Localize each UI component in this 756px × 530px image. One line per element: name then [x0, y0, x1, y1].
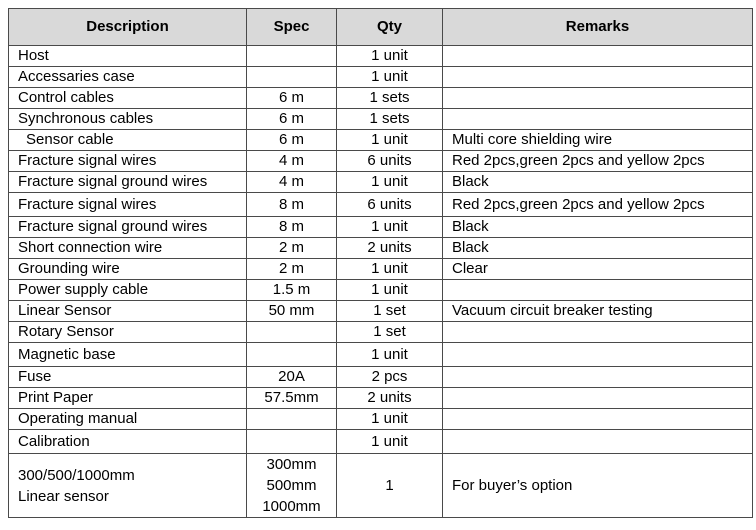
table-row	[9, 88, 753, 109]
cell-qty: 1 unit	[337, 67, 443, 88]
cell-spec	[247, 343, 337, 367]
table-row	[9, 193, 753, 217]
cell-spec: 4 m	[247, 151, 337, 172]
cell-description: Control cables	[9, 88, 247, 109]
cell-qty: 1 unit	[337, 259, 443, 280]
table-row	[9, 343, 753, 367]
cell-remarks	[443, 322, 753, 343]
table-row	[9, 409, 753, 430]
spec-line: 1000mm	[262, 498, 321, 515]
cell-description: Fracture signal ground wires	[9, 217, 247, 238]
cell-qty: 1	[337, 454, 443, 518]
table-row	[9, 388, 753, 409]
cell-qty: 1 set	[337, 322, 443, 343]
cell-description: Grounding wire	[9, 259, 247, 280]
cell-description: Calibration	[9, 430, 247, 454]
cell-remarks	[443, 109, 753, 130]
table-row	[9, 301, 753, 322]
cell-spec	[247, 46, 337, 67]
cell-spec	[247, 322, 337, 343]
table-row	[9, 430, 753, 454]
cell-spec: 6 m	[247, 130, 337, 151]
cell-qty: 1 unit	[337, 217, 443, 238]
cell-description: Magnetic base	[9, 343, 247, 367]
cell-spec: 2 m	[247, 259, 337, 280]
cell-spec: 2 m	[247, 238, 337, 259]
cell-remarks: Red 2pcs,green 2pcs and yellow 2pcs	[443, 193, 753, 217]
header-spec: Spec	[247, 9, 337, 46]
cell-qty: 1 unit	[337, 409, 443, 430]
cell-spec	[247, 409, 337, 430]
table-row	[9, 109, 753, 130]
header-remarks: Remarks	[443, 9, 753, 46]
cell-remarks	[443, 67, 753, 88]
cell-spec: 8 m	[247, 217, 337, 238]
cell-remarks	[443, 46, 753, 67]
table-header-row	[9, 9, 753, 46]
table-row	[9, 172, 753, 193]
cell-spec: 8 m	[247, 193, 337, 217]
cell-description: Rotary Sensor	[9, 322, 247, 343]
cell-qty: 2 pcs	[337, 367, 443, 388]
table-row	[9, 322, 753, 343]
cell-remarks: For buyer’s option	[443, 454, 753, 518]
cell-description: Linear Sensor	[9, 301, 247, 322]
table-row	[9, 151, 753, 172]
table-row	[9, 454, 753, 518]
cell-remarks	[443, 280, 753, 301]
cell-description: Accessaries case	[9, 67, 247, 88]
cell-qty: 1 unit	[337, 130, 443, 151]
cell-qty: 1 unit	[337, 46, 443, 67]
description-line: 300/500/1000mm	[18, 466, 135, 484]
cell-qty: 6 units	[337, 193, 443, 217]
cell-spec: 4 m	[247, 172, 337, 193]
cell-spec: 6 m	[247, 88, 337, 109]
cell-spec: 50 mm	[247, 301, 337, 322]
cell-remarks	[443, 343, 753, 367]
cell-remarks	[443, 367, 753, 388]
cell-remarks	[443, 88, 753, 109]
cell-remarks: Black	[443, 238, 753, 259]
cell-qty: 2 units	[337, 238, 443, 259]
cell-remarks	[443, 430, 753, 454]
cell-remarks: Multi core shielding wire	[443, 130, 753, 151]
cell-remarks: Vacuum circuit breaker testing	[443, 301, 753, 322]
cell-description: Short connection wire	[9, 238, 247, 259]
cell-description: Sensor cable	[9, 130, 247, 151]
cell-description: Operating manual	[9, 409, 247, 430]
table-row	[9, 46, 753, 67]
cell-spec	[247, 67, 337, 88]
cell-description: Host	[9, 46, 247, 67]
table-row	[9, 217, 753, 238]
header-qty: Qty	[337, 9, 443, 46]
cell-spec: 6 m	[247, 109, 337, 130]
cell-description: Power supply cable	[9, 280, 247, 301]
cell-qty: 1 set	[337, 301, 443, 322]
table-row	[9, 280, 753, 301]
header-description: Description	[9, 9, 247, 46]
cell-qty: 1 sets	[337, 88, 443, 109]
cell-spec: 1.5 m	[247, 280, 337, 301]
cell-description: Fracture signal wires	[9, 193, 247, 217]
cell-remarks: Black	[443, 217, 753, 238]
description-line: Linear sensor	[18, 487, 109, 505]
table-row	[9, 367, 753, 388]
cell-description: Fuse	[9, 367, 247, 388]
cell-spec	[247, 430, 337, 454]
cell-description: Synchronous cables	[9, 109, 247, 130]
cell-description: Fracture signal ground wires	[9, 172, 247, 193]
cell-remarks	[443, 388, 753, 409]
spec-line: 300mm	[266, 456, 317, 473]
cell-spec: 57.5mm	[247, 388, 337, 409]
table-row	[9, 130, 753, 151]
cell-remarks: Red 2pcs,green 2pcs and yellow 2pcs	[443, 151, 753, 172]
cell-spec: 20A	[247, 367, 337, 388]
cell-qty: 2 units	[337, 388, 443, 409]
cell-remarks: Black	[443, 172, 753, 193]
cell-description: Fracture signal wires	[9, 151, 247, 172]
cell-remarks	[443, 409, 753, 430]
cell-description: Print Paper	[9, 388, 247, 409]
cell-qty: 1 sets	[337, 109, 443, 130]
accessories-table	[8, 8, 753, 518]
cell-qty: 1 unit	[337, 280, 443, 301]
cell-description	[9, 454, 247, 518]
table-row	[9, 67, 753, 88]
spec-line: 500mm	[266, 477, 317, 494]
cell-qty: 1 unit	[337, 343, 443, 367]
cell-remarks: Clear	[443, 259, 753, 280]
cell-spec	[247, 454, 337, 518]
cell-qty: 1 unit	[337, 430, 443, 454]
cell-qty: 1 unit	[337, 172, 443, 193]
table-row	[9, 238, 753, 259]
cell-qty: 6 units	[337, 151, 443, 172]
table-row	[9, 259, 753, 280]
